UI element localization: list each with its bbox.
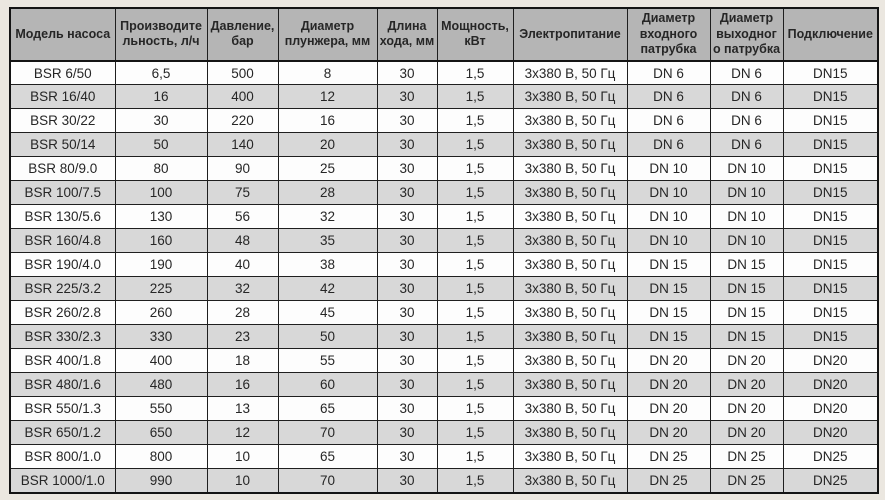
table-row: [10, 277, 878, 301]
model-cell: BSR 260/2.8: [10, 301, 115, 325]
table-cell: 3х380 В, 50 Гц: [513, 181, 627, 205]
model-cell: BSR 50/14: [10, 133, 115, 157]
column-header: Модель насоса: [10, 8, 115, 61]
table-cell: 1,5: [437, 445, 513, 469]
model-cell: BSR 16/40: [10, 85, 115, 109]
table-cell: 10: [207, 469, 278, 493]
table-cell: 23: [207, 325, 278, 349]
header-row: [10, 8, 878, 61]
table-cell: 10: [207, 445, 278, 469]
table-cell: DN 20: [627, 421, 710, 445]
table-row: [10, 421, 878, 445]
model-cell: BSR 550/1.3: [10, 397, 115, 421]
table-cell: DN 10: [710, 205, 783, 229]
table-cell: 30: [377, 157, 437, 181]
table-cell: 1,5: [437, 157, 513, 181]
table-cell: 30: [377, 133, 437, 157]
table-cell: 12: [278, 85, 377, 109]
table-cell: 1,5: [437, 301, 513, 325]
table-cell: DN 10: [710, 229, 783, 253]
table-cell: 550: [115, 397, 207, 421]
model-cell: BSR 800/1.0: [10, 445, 115, 469]
table-cell: 75: [207, 181, 278, 205]
table-cell: 1,5: [437, 469, 513, 493]
table-cell: 30: [377, 469, 437, 493]
table-cell: 30: [377, 301, 437, 325]
table-cell: DN 20: [710, 373, 783, 397]
table-cell: DN 15: [710, 277, 783, 301]
table-row: [10, 325, 878, 349]
table-cell: 12: [207, 421, 278, 445]
table-cell: 30: [377, 253, 437, 277]
table-cell: DN 6: [627, 85, 710, 109]
table-cell: 16: [207, 373, 278, 397]
table-cell: 30: [377, 85, 437, 109]
table-cell: DN 15: [627, 325, 710, 349]
table-row: [10, 205, 878, 229]
model-cell: BSR 400/1.8: [10, 349, 115, 373]
table-cell: DN 15: [710, 325, 783, 349]
table-cell: 30: [377, 277, 437, 301]
table-cell: 30: [377, 445, 437, 469]
table-cell: DN 25: [710, 469, 783, 493]
table-cell: 3х380 В, 50 Гц: [513, 325, 627, 349]
table-cell: 3х380 В, 50 Гц: [513, 205, 627, 229]
table-row: [10, 109, 878, 133]
table-cell: DN15: [783, 61, 878, 85]
table-cell: 28: [207, 301, 278, 325]
table-cell: 3х380 В, 50 Гц: [513, 421, 627, 445]
table-cell: DN 25: [627, 445, 710, 469]
table-cell: DN 15: [710, 301, 783, 325]
table-cell: 30: [377, 229, 437, 253]
table-row: [10, 61, 878, 85]
table-cell: DN25: [783, 469, 878, 493]
table-cell: 1,5: [437, 85, 513, 109]
table-cell: DN 6: [710, 109, 783, 133]
column-header: Длина хода, мм: [377, 8, 437, 61]
column-header: Давление, бар: [207, 8, 278, 61]
table-cell: DN20: [783, 373, 878, 397]
table-cell: DN 20: [627, 397, 710, 421]
table-cell: 140: [207, 133, 278, 157]
table-body: [10, 61, 878, 493]
table-cell: 225: [115, 277, 207, 301]
table-row: [10, 469, 878, 493]
table-cell: 55: [278, 349, 377, 373]
table-cell: DN 15: [627, 253, 710, 277]
table-cell: 160: [115, 229, 207, 253]
column-header: Мощность, кВт: [437, 8, 513, 61]
table-cell: 1,5: [437, 397, 513, 421]
table-cell: DN 10: [627, 229, 710, 253]
model-cell: BSR 225/3.2: [10, 277, 115, 301]
table-cell: 42: [278, 277, 377, 301]
table-cell: DN15: [783, 109, 878, 133]
table-cell: DN 20: [710, 397, 783, 421]
table-cell: 3х380 В, 50 Гц: [513, 469, 627, 493]
table-cell: DN 6: [710, 85, 783, 109]
pump-spec-table-container: [9, 7, 878, 494]
table-cell: 30: [377, 421, 437, 445]
table-cell: 1,5: [437, 253, 513, 277]
table-cell: DN 20: [627, 349, 710, 373]
model-cell: BSR 480/1.6: [10, 373, 115, 397]
table-cell: 1,5: [437, 229, 513, 253]
table-cell: DN 10: [710, 181, 783, 205]
table-cell: 65: [278, 397, 377, 421]
table-cell: 40: [207, 253, 278, 277]
table-cell: DN20: [783, 421, 878, 445]
table-cell: 1,5: [437, 349, 513, 373]
table-cell: DN15: [783, 133, 878, 157]
table-cell: DN20: [783, 349, 878, 373]
table-cell: 500: [207, 61, 278, 85]
table-cell: 3х380 В, 50 Гц: [513, 253, 627, 277]
table-cell: DN 10: [627, 157, 710, 181]
table-cell: 16: [278, 109, 377, 133]
table-cell: 38: [278, 253, 377, 277]
column-header: Диаметр выходного патрубка: [710, 8, 783, 61]
table-cell: 800: [115, 445, 207, 469]
table-cell: 8: [278, 61, 377, 85]
table-cell: 30: [377, 205, 437, 229]
table-cell: 3х380 В, 50 Гц: [513, 445, 627, 469]
table-cell: 3х380 В, 50 Гц: [513, 373, 627, 397]
table-cell: 3х380 В, 50 Гц: [513, 133, 627, 157]
table-cell: 3х380 В, 50 Гц: [513, 229, 627, 253]
column-header: Производительность, л/ч: [115, 8, 207, 61]
table-cell: DN15: [783, 205, 878, 229]
table-cell: DN15: [783, 325, 878, 349]
table-cell: DN15: [783, 85, 878, 109]
table-header-row: [10, 8, 878, 61]
table-cell: DN15: [783, 229, 878, 253]
table-cell: 3х380 В, 50 Гц: [513, 61, 627, 85]
table-cell: 1,5: [437, 277, 513, 301]
table-cell: 1,5: [437, 133, 513, 157]
table-cell: DN 6: [627, 133, 710, 157]
model-cell: BSR 130/5.6: [10, 205, 115, 229]
table-cell: DN 25: [710, 445, 783, 469]
table-cell: 13: [207, 397, 278, 421]
table-cell: 30: [377, 397, 437, 421]
table-cell: 30: [377, 109, 437, 133]
table-cell: 28: [278, 181, 377, 205]
table-cell: 3х380 В, 50 Гц: [513, 277, 627, 301]
table-row: [10, 157, 878, 181]
table-cell: 650: [115, 421, 207, 445]
table-row: [10, 397, 878, 421]
table-cell: DN 6: [627, 109, 710, 133]
table-cell: 1,5: [437, 205, 513, 229]
table-cell: DN25: [783, 445, 878, 469]
table-cell: 25: [278, 157, 377, 181]
table-cell: 400: [115, 349, 207, 373]
table-row: [10, 445, 878, 469]
column-header: Подключение: [783, 8, 878, 61]
table-cell: 3х380 В, 50 Гц: [513, 301, 627, 325]
table-cell: 6,5: [115, 61, 207, 85]
table-cell: DN20: [783, 397, 878, 421]
table-cell: 70: [278, 421, 377, 445]
table-cell: 32: [207, 277, 278, 301]
table-cell: 70: [278, 469, 377, 493]
table-cell: 48: [207, 229, 278, 253]
column-header: Электропитание: [513, 8, 627, 61]
table-cell: DN 15: [710, 253, 783, 277]
table-cell: 50: [115, 133, 207, 157]
table-cell: DN 10: [710, 157, 783, 181]
table-cell: DN 15: [627, 301, 710, 325]
table-cell: 35: [278, 229, 377, 253]
table-cell: 1,5: [437, 109, 513, 133]
table-cell: 18: [207, 349, 278, 373]
model-cell: BSR 100/7.5: [10, 181, 115, 205]
model-cell: BSR 330/2.3: [10, 325, 115, 349]
table-cell: DN 25: [627, 469, 710, 493]
table-cell: 45: [278, 301, 377, 325]
table-cell: 3х380 В, 50 Гц: [513, 109, 627, 133]
table-cell: 330: [115, 325, 207, 349]
table-row: [10, 85, 878, 109]
table-cell: 990: [115, 469, 207, 493]
table-cell: 220: [207, 109, 278, 133]
table-cell: 400: [207, 85, 278, 109]
table-cell: 30: [377, 61, 437, 85]
table-row: [10, 349, 878, 373]
table-row: [10, 301, 878, 325]
table-row: [10, 229, 878, 253]
table-cell: DN15: [783, 157, 878, 181]
table-cell: DN 6: [710, 133, 783, 157]
table-cell: DN15: [783, 301, 878, 325]
table-cell: 30: [377, 325, 437, 349]
table-cell: 32: [278, 205, 377, 229]
table-row: [10, 373, 878, 397]
table-cell: 30: [377, 181, 437, 205]
table-cell: DN 10: [627, 205, 710, 229]
table-cell: 60: [278, 373, 377, 397]
table-cell: 30: [115, 109, 207, 133]
table-cell: DN 15: [627, 277, 710, 301]
table-cell: 1,5: [437, 421, 513, 445]
model-cell: BSR 30/22: [10, 109, 115, 133]
table-cell: 190: [115, 253, 207, 277]
table-cell: 130: [115, 205, 207, 229]
table-cell: 65: [278, 445, 377, 469]
table-cell: DN 6: [710, 61, 783, 85]
table-cell: 3х380 В, 50 Гц: [513, 85, 627, 109]
model-cell: BSR 190/4.0: [10, 253, 115, 277]
table-cell: DN 6: [627, 61, 710, 85]
model-cell: BSR 6/50: [10, 61, 115, 85]
table-cell: 1,5: [437, 373, 513, 397]
pump-spec-table: [9, 7, 879, 494]
table-cell: 80: [115, 157, 207, 181]
table-cell: 3х380 В, 50 Гц: [513, 349, 627, 373]
model-cell: BSR 1000/1.0: [10, 469, 115, 493]
table-cell: DN 20: [710, 349, 783, 373]
table-cell: 480: [115, 373, 207, 397]
table-cell: 16: [115, 85, 207, 109]
model-cell: BSR 80/9.0: [10, 157, 115, 181]
table-cell: 1,5: [437, 325, 513, 349]
table-cell: 1,5: [437, 61, 513, 85]
table-row: [10, 253, 878, 277]
table-cell: 260: [115, 301, 207, 325]
table-cell: 1,5: [437, 181, 513, 205]
model-cell: BSR 650/1.2: [10, 421, 115, 445]
table-cell: DN 20: [710, 421, 783, 445]
table-cell: 56: [207, 205, 278, 229]
model-cell: BSR 160/4.8: [10, 229, 115, 253]
table-cell: 3х380 В, 50 Гц: [513, 157, 627, 181]
table-cell: DN15: [783, 253, 878, 277]
table-cell: DN 10: [627, 181, 710, 205]
table-cell: 3х380 В, 50 Гц: [513, 397, 627, 421]
table-cell: 30: [377, 349, 437, 373]
column-header: Диаметр плунжера, мм: [278, 8, 377, 61]
table-cell: DN 20: [627, 373, 710, 397]
table-row: [10, 181, 878, 205]
table-cell: 20: [278, 133, 377, 157]
table-cell: 30: [377, 373, 437, 397]
table-cell: DN15: [783, 277, 878, 301]
table-row: [10, 133, 878, 157]
table-cell: 90: [207, 157, 278, 181]
table-cell: DN15: [783, 181, 878, 205]
column-header: Диаметр входного патрубка: [627, 8, 710, 61]
table-cell: 100: [115, 181, 207, 205]
table-cell: 50: [278, 325, 377, 349]
